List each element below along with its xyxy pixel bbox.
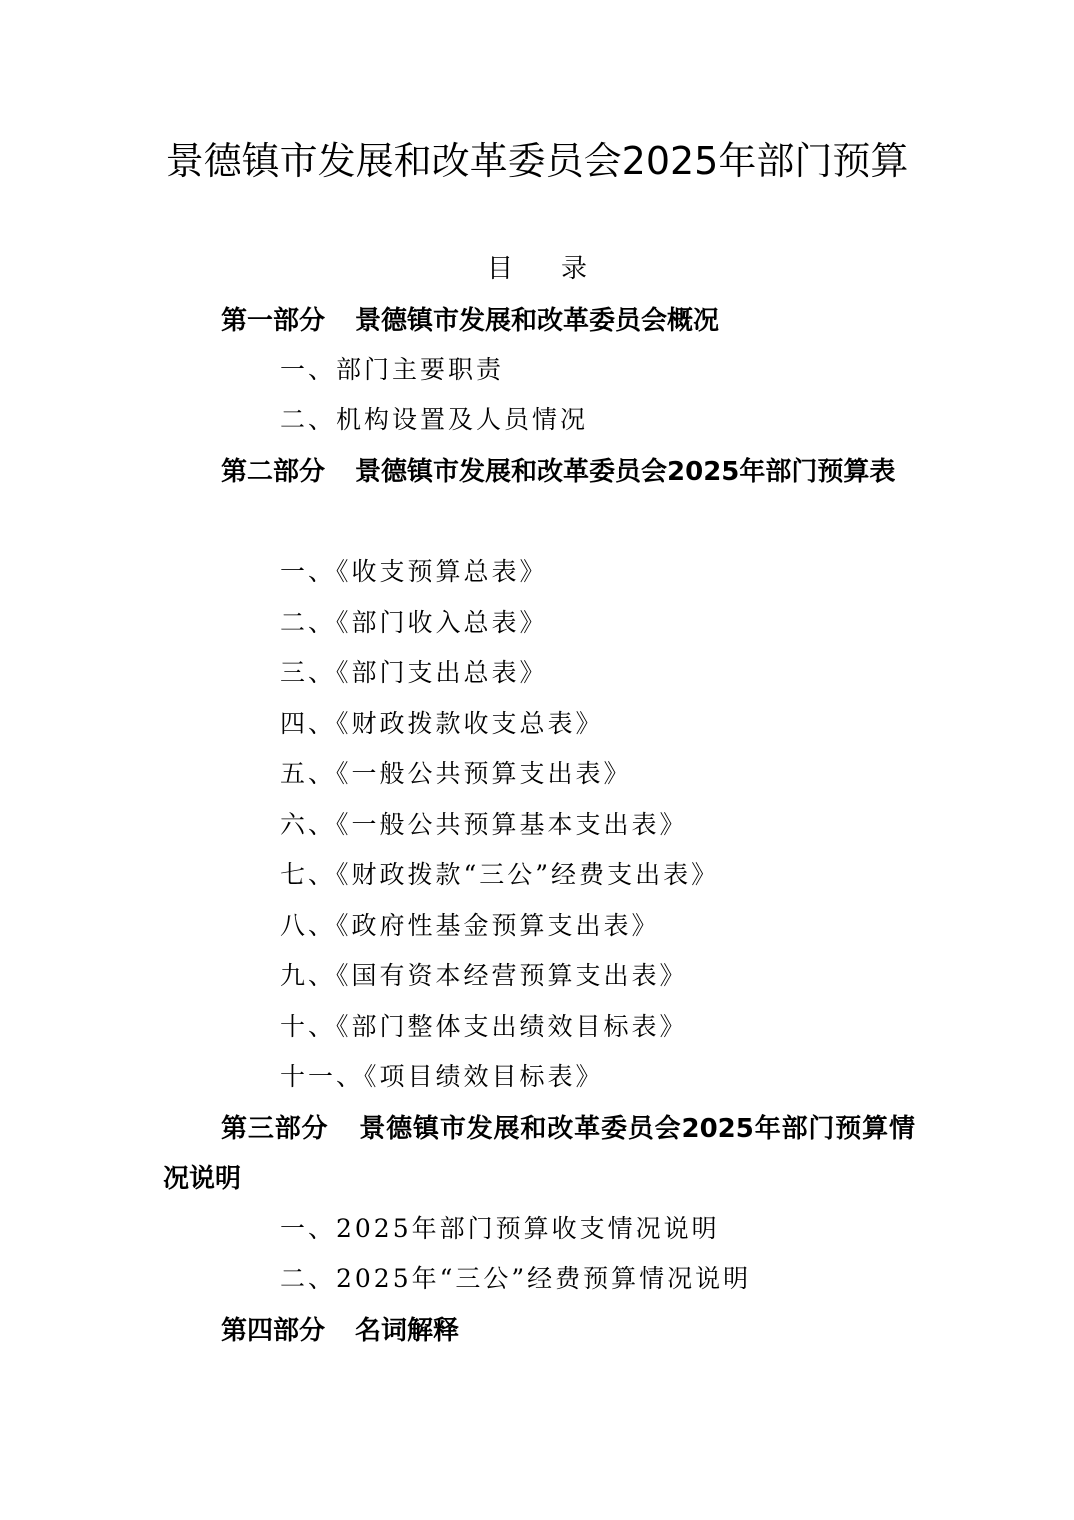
toc-item[interactable]: 九、《国有资本经营预算支出表》	[280, 961, 688, 990]
toc-item[interactable]: 二、机构设置及人员情况	[280, 405, 589, 434]
part-label: 第四部分	[221, 1316, 326, 1346]
toc-item[interactable]: 六、《一般公共预算基本支出表》	[280, 810, 688, 839]
toc-part-3[interactable]	[163, 1104, 915, 1204]
toc-item[interactable]: 七、《财政拨款“三公”经费支出表》	[280, 860, 720, 889]
part-name: 景德镇市发展和改革委员会概况	[355, 306, 720, 336]
part-label: 第二部分	[221, 457, 326, 487]
toc-item[interactable]: 十一、《项目绩效目标表》	[280, 1062, 604, 1091]
toc-item[interactable]: 十、《部门整体支出绩效目标表》	[280, 1012, 688, 1041]
toc-item[interactable]: 一、《收支预算总表》	[280, 557, 548, 586]
toc-item[interactable]: 五、《一般公共预算支出表》	[280, 759, 632, 788]
toc-item[interactable]: 四、《财政拨款收支总表》	[280, 709, 604, 738]
toc-heading	[0, 252, 1074, 286]
toc-item[interactable]: 一、2025年部门预算收支情况说明	[280, 1214, 720, 1243]
document-title: 景德镇市发展和改革委员会2025年部门预算	[165, 139, 909, 183]
toc-part-2[interactable]	[163, 447, 915, 497]
part-name: 景德镇市发展和改革委员会2025年部门预算表	[355, 457, 896, 487]
part-name: 名词解释	[355, 1316, 460, 1346]
toc-heading-char-1: 目	[486, 254, 513, 284]
toc-heading-char-2: 录	[561, 254, 588, 284]
toc-item[interactable]: 二、2025年“三公”经费预算情况说明	[280, 1264, 752, 1293]
toc-item[interactable]: 八、《政府性基金预算支出表》	[280, 911, 660, 940]
part-name: 景德镇市发展和改革委员会2025年部门预算情况说明	[163, 1114, 915, 1194]
toc-item[interactable]: 二、《部门收入总表》	[280, 608, 548, 637]
toc-item[interactable]: 三、《部门支出总表》	[280, 658, 548, 687]
toc-part-4[interactable]	[163, 1306, 915, 1356]
toc-item[interactable]: 一、部门主要职责	[280, 355, 505, 384]
toc-part-1[interactable]	[163, 296, 915, 346]
part-label: 第一部分	[221, 306, 326, 336]
part-label: 第三部分	[221, 1114, 329, 1144]
